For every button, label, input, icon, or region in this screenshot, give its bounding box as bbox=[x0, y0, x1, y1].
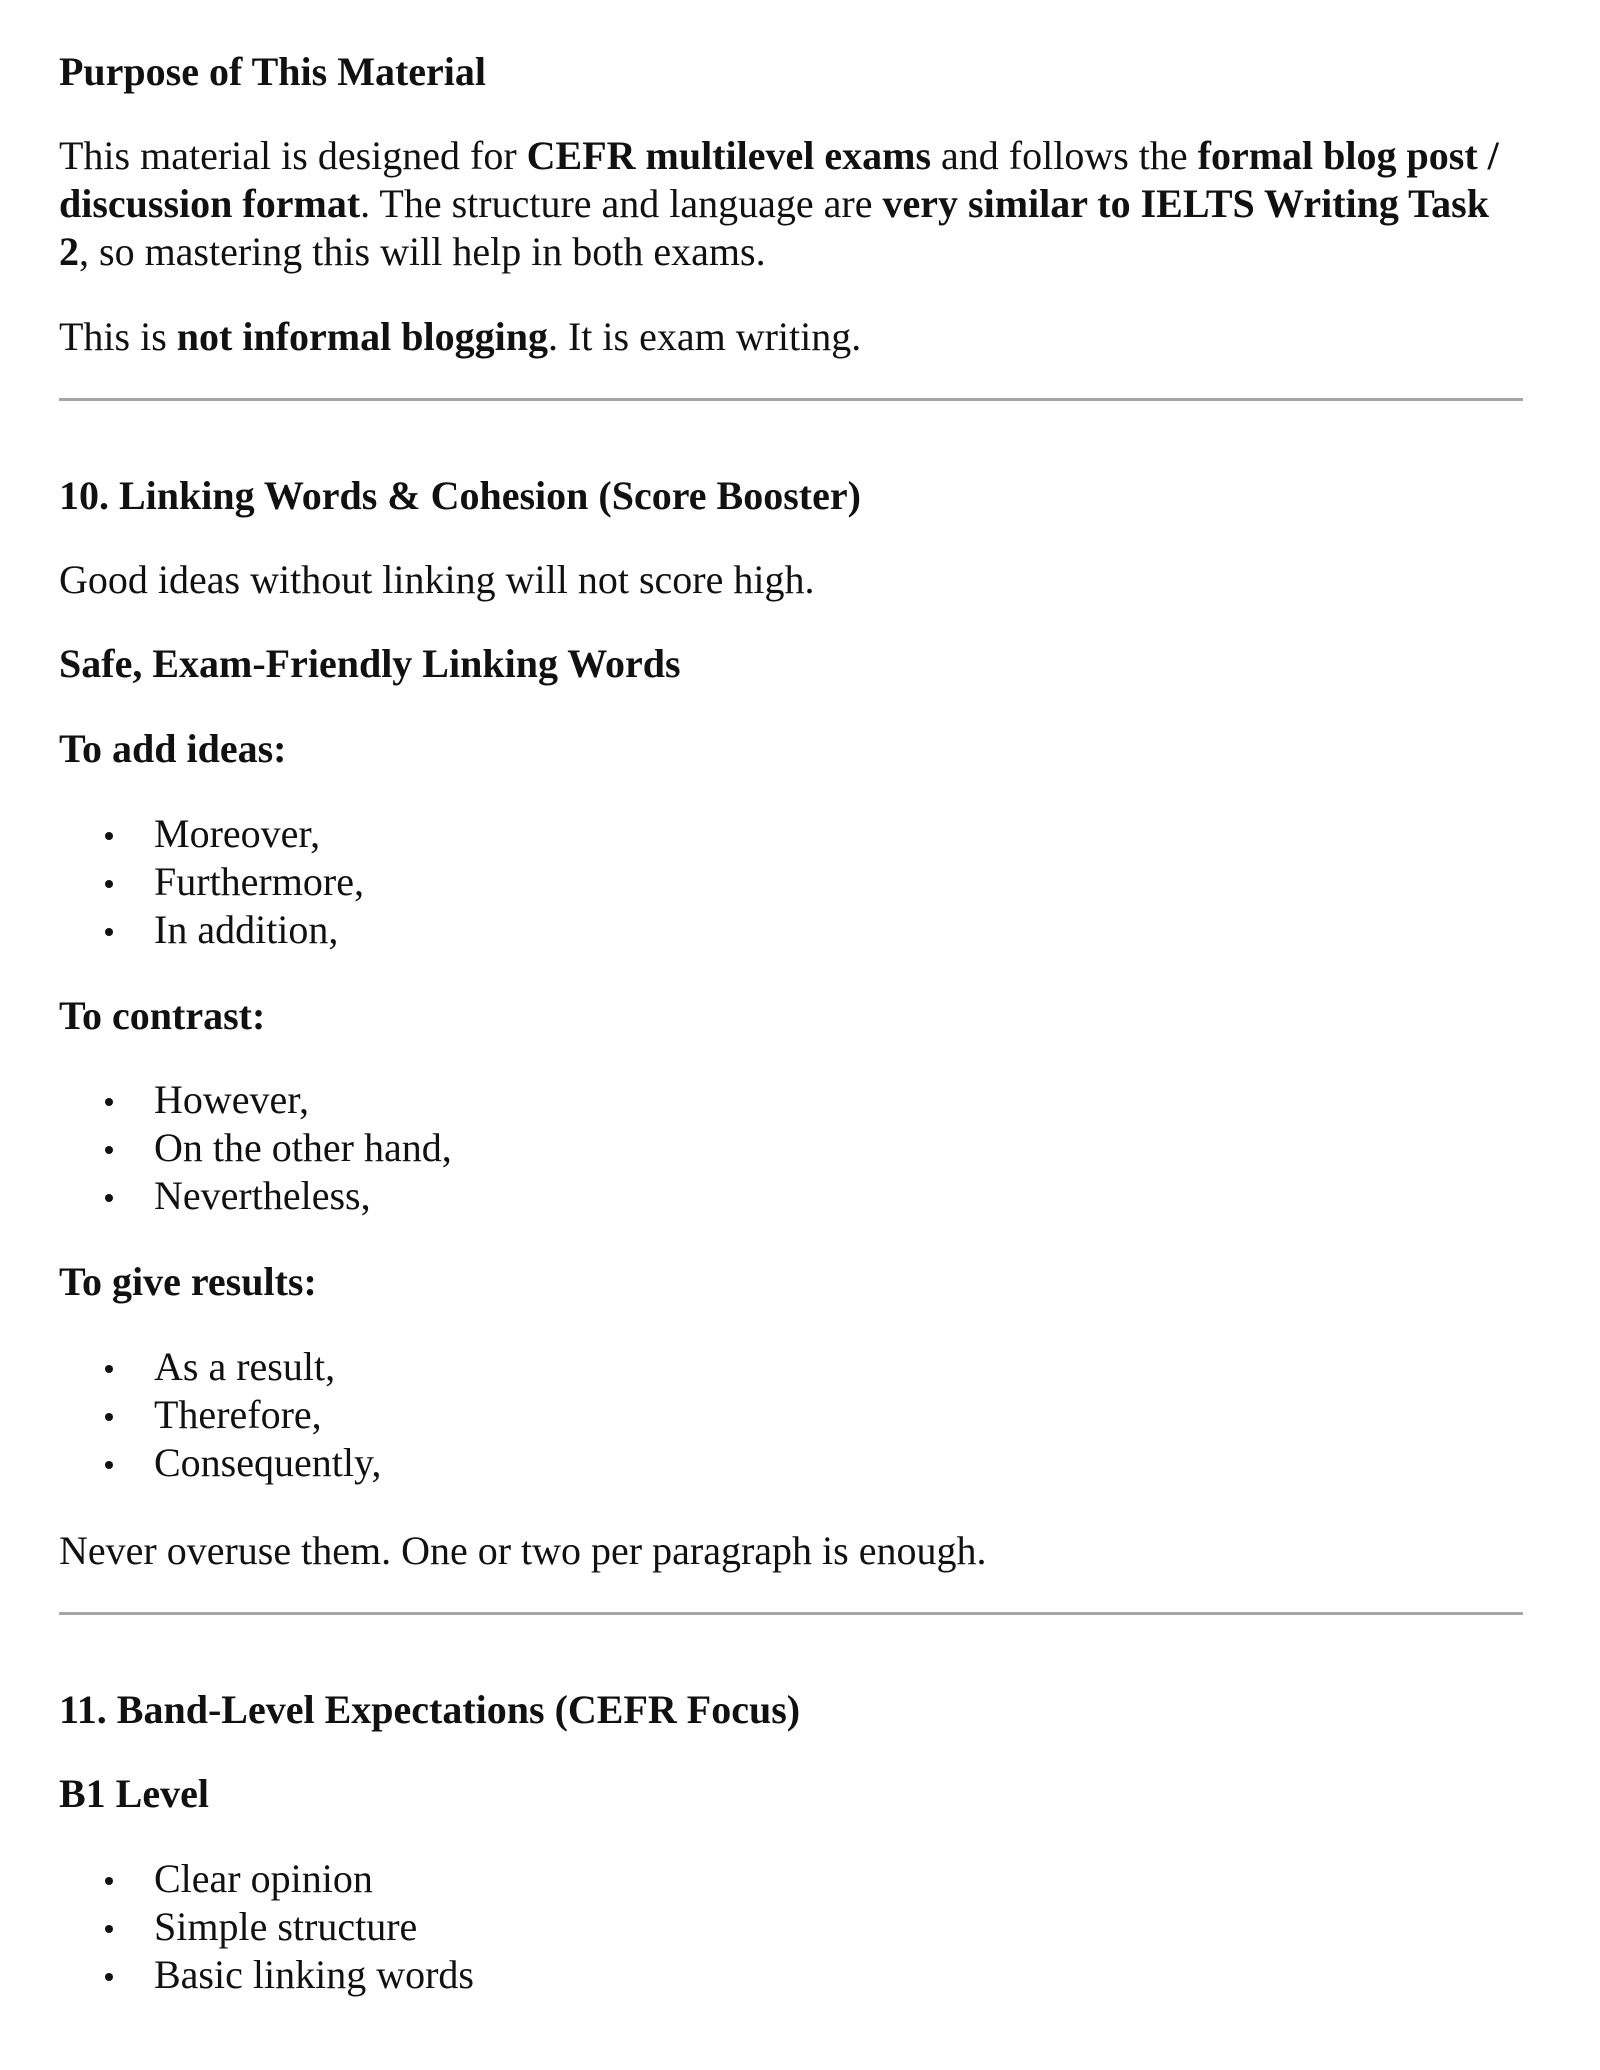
bullet-icon bbox=[105, 1925, 113, 1933]
section10-note: Never overuse them. One or two per paragraph is enough. bbox=[59, 1528, 987, 1573]
text-run: . It is exam writing. bbox=[547, 314, 862, 359]
list-item bbox=[59, 1855, 474, 1903]
list-item-text: Furthermore, bbox=[154, 859, 364, 904]
list-results bbox=[59, 1343, 381, 1487]
horizontal-divider bbox=[59, 398, 1523, 401]
list-item-text: Moreover, bbox=[154, 811, 321, 856]
list-item bbox=[59, 1951, 474, 1999]
text-run: . The structure and language are bbox=[360, 181, 883, 226]
list-item-text: Simple structure bbox=[154, 1904, 418, 1949]
section10-intro: Good ideas without linking will not score high. bbox=[59, 557, 815, 602]
bullet-icon bbox=[105, 1098, 113, 1106]
list-add-ideas bbox=[59, 810, 364, 954]
list-item bbox=[59, 1343, 381, 1391]
purpose-paragraph bbox=[59, 132, 1523, 276]
bold-run: very similar to IELTS Writing Task 2 bbox=[59, 181, 1489, 274]
list-item-text: As a result, bbox=[154, 1344, 336, 1389]
not-informal-paragraph bbox=[59, 313, 1523, 361]
bullet-icon bbox=[105, 1365, 113, 1373]
list-item bbox=[59, 810, 364, 858]
bullet-icon bbox=[105, 880, 113, 888]
list-item bbox=[59, 1172, 452, 1220]
bold-run: not informal blogging bbox=[176, 314, 548, 359]
group-label-results: To give results: bbox=[59, 1259, 317, 1304]
list-item-text: In addition, bbox=[154, 907, 339, 952]
bullet-icon bbox=[105, 1461, 113, 1469]
bullet-icon bbox=[105, 1194, 113, 1202]
section10-heading: 10. Linking Words & Cohesion (Score Booster) bbox=[59, 473, 861, 518]
level-label-b1: B1 Level bbox=[59, 1771, 209, 1816]
list-item-text: Consequently, bbox=[154, 1440, 382, 1485]
bullet-icon bbox=[105, 1973, 113, 1981]
list-item bbox=[59, 1076, 452, 1124]
horizontal-divider bbox=[59, 1612, 1523, 1615]
bullet-icon bbox=[105, 832, 113, 840]
linking-words-subheading: Safe, Exam-Friendly Linking Words bbox=[59, 641, 681, 686]
list-item-text: Nevertheless, bbox=[154, 1173, 371, 1218]
text-run: and follows the bbox=[931, 133, 1198, 178]
list-item-text: Basic linking words bbox=[154, 1952, 474, 1997]
section11-heading: 11. Band-Level Expectations (CEFR Focus) bbox=[59, 1687, 801, 1732]
list-item-text: Therefore, bbox=[154, 1392, 322, 1437]
list-item-text: On the other hand, bbox=[154, 1125, 452, 1170]
list-item bbox=[59, 1903, 474, 1951]
list-item bbox=[59, 858, 364, 906]
text-run: This material is designed for bbox=[59, 133, 527, 178]
bold-run: formal blog post / discussion format bbox=[59, 133, 1499, 226]
text-run: This is bbox=[59, 314, 177, 359]
bullet-icon bbox=[105, 1413, 113, 1421]
bullet-icon bbox=[105, 1877, 113, 1885]
list-item-text: However, bbox=[154, 1077, 309, 1122]
bullet-icon bbox=[105, 1146, 113, 1154]
list-item bbox=[59, 906, 364, 954]
list-item bbox=[59, 1439, 381, 1487]
list-item bbox=[59, 1391, 381, 1439]
bullet-icon bbox=[105, 928, 113, 936]
group-label-add: To add ideas: bbox=[59, 726, 287, 771]
bold-run: CEFR multilevel exams bbox=[526, 133, 932, 178]
purpose-heading: Purpose of This Material bbox=[59, 49, 487, 94]
list-item bbox=[59, 1124, 452, 1172]
list-contrast bbox=[59, 1076, 452, 1220]
list-item-text: Clear opinion bbox=[154, 1856, 373, 1901]
list-b1-level bbox=[59, 1855, 474, 1999]
text-run: , so mastering this will help in both exams. bbox=[79, 229, 766, 274]
group-label-contrast: To contrast: bbox=[59, 993, 266, 1038]
